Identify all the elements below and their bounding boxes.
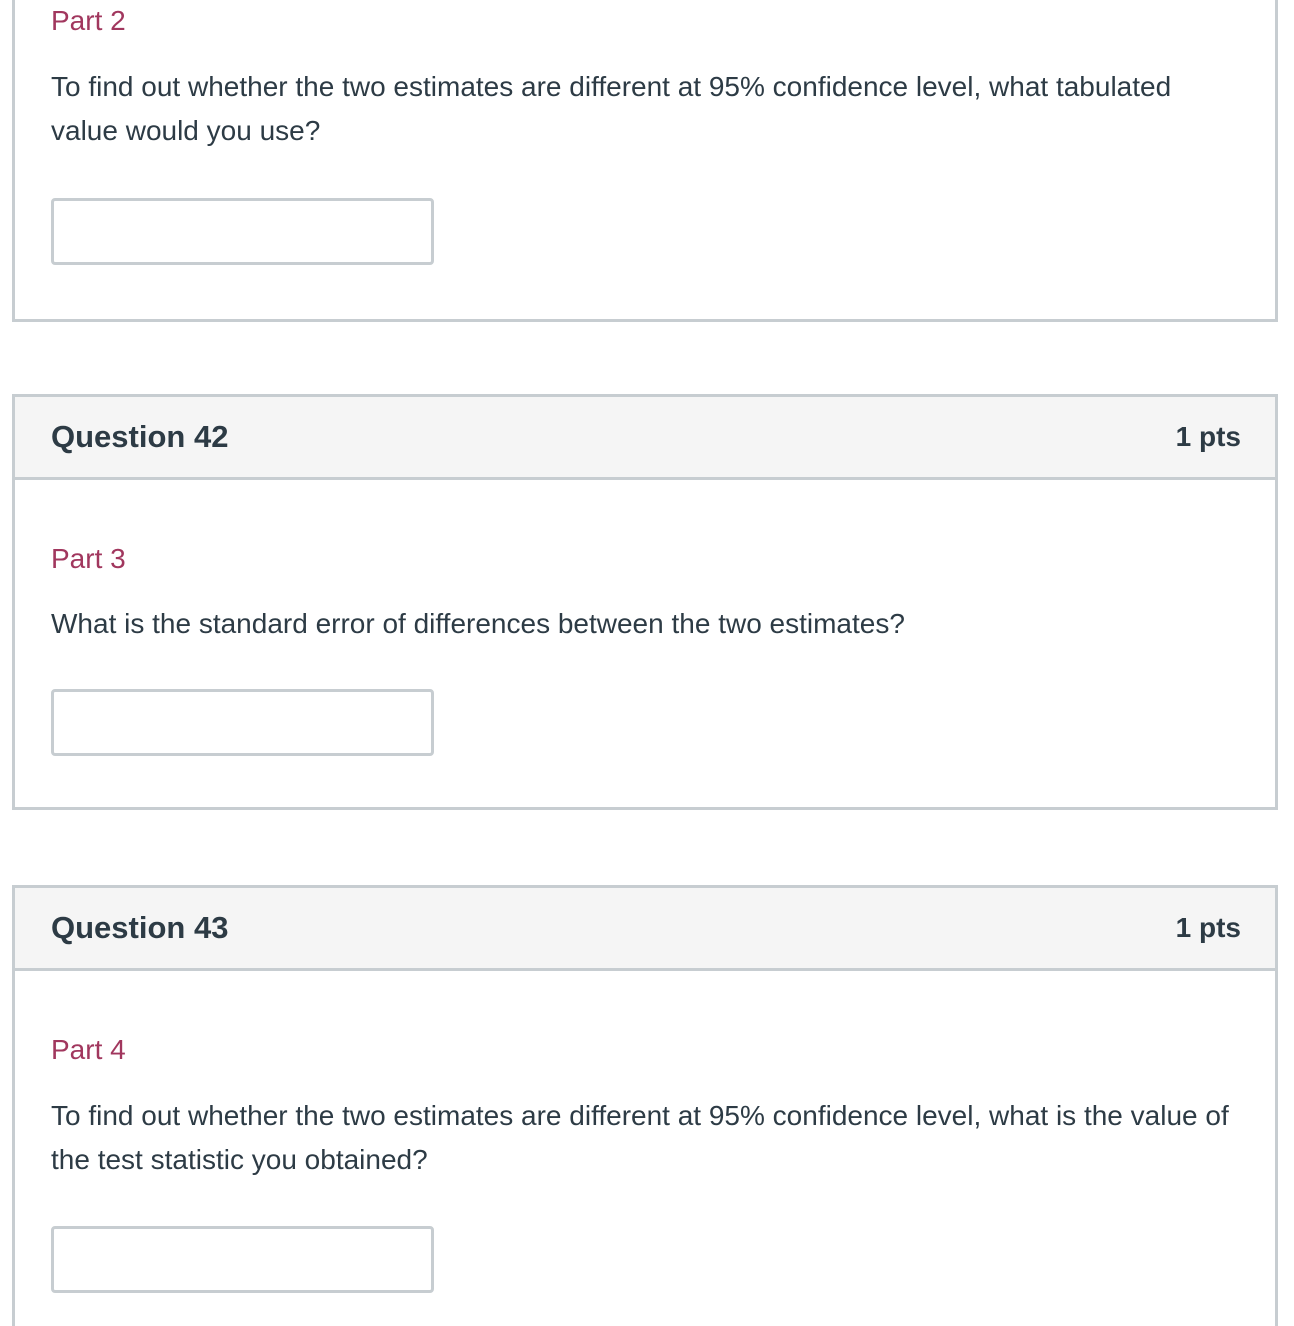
- answer-input[interactable]: [51, 1226, 434, 1293]
- question-card-42: [12, 394, 1278, 810]
- question-card-43: [12, 885, 1278, 1326]
- part-label: Part 4: [51, 1034, 126, 1065]
- question-text: What is the standard error of differences between the two estimates?: [51, 608, 905, 639]
- question-text: To find out whether the two estimates are different at 95% confidence level, what tabulated value would you use?: [51, 71, 1172, 146]
- answer-input[interactable]: [51, 198, 434, 265]
- part-label: Part 3: [51, 543, 126, 574]
- question-points: 1 pts: [1175, 421, 1241, 452]
- answer-input[interactable]: [51, 689, 434, 756]
- part-label: Part 2: [51, 5, 126, 36]
- question-header: [15, 397, 1275, 480]
- question-card-41: [12, 0, 1278, 322]
- question-points: 1 pts: [1175, 912, 1241, 943]
- question-title: Question 42: [51, 419, 229, 454]
- question-title: Question 43: [51, 910, 229, 945]
- question-header: [15, 888, 1275, 971]
- question-text: To find out whether the two estimates are different at 95% confidence level, what is the value of the test statistic you obtained?: [51, 1100, 1229, 1175]
